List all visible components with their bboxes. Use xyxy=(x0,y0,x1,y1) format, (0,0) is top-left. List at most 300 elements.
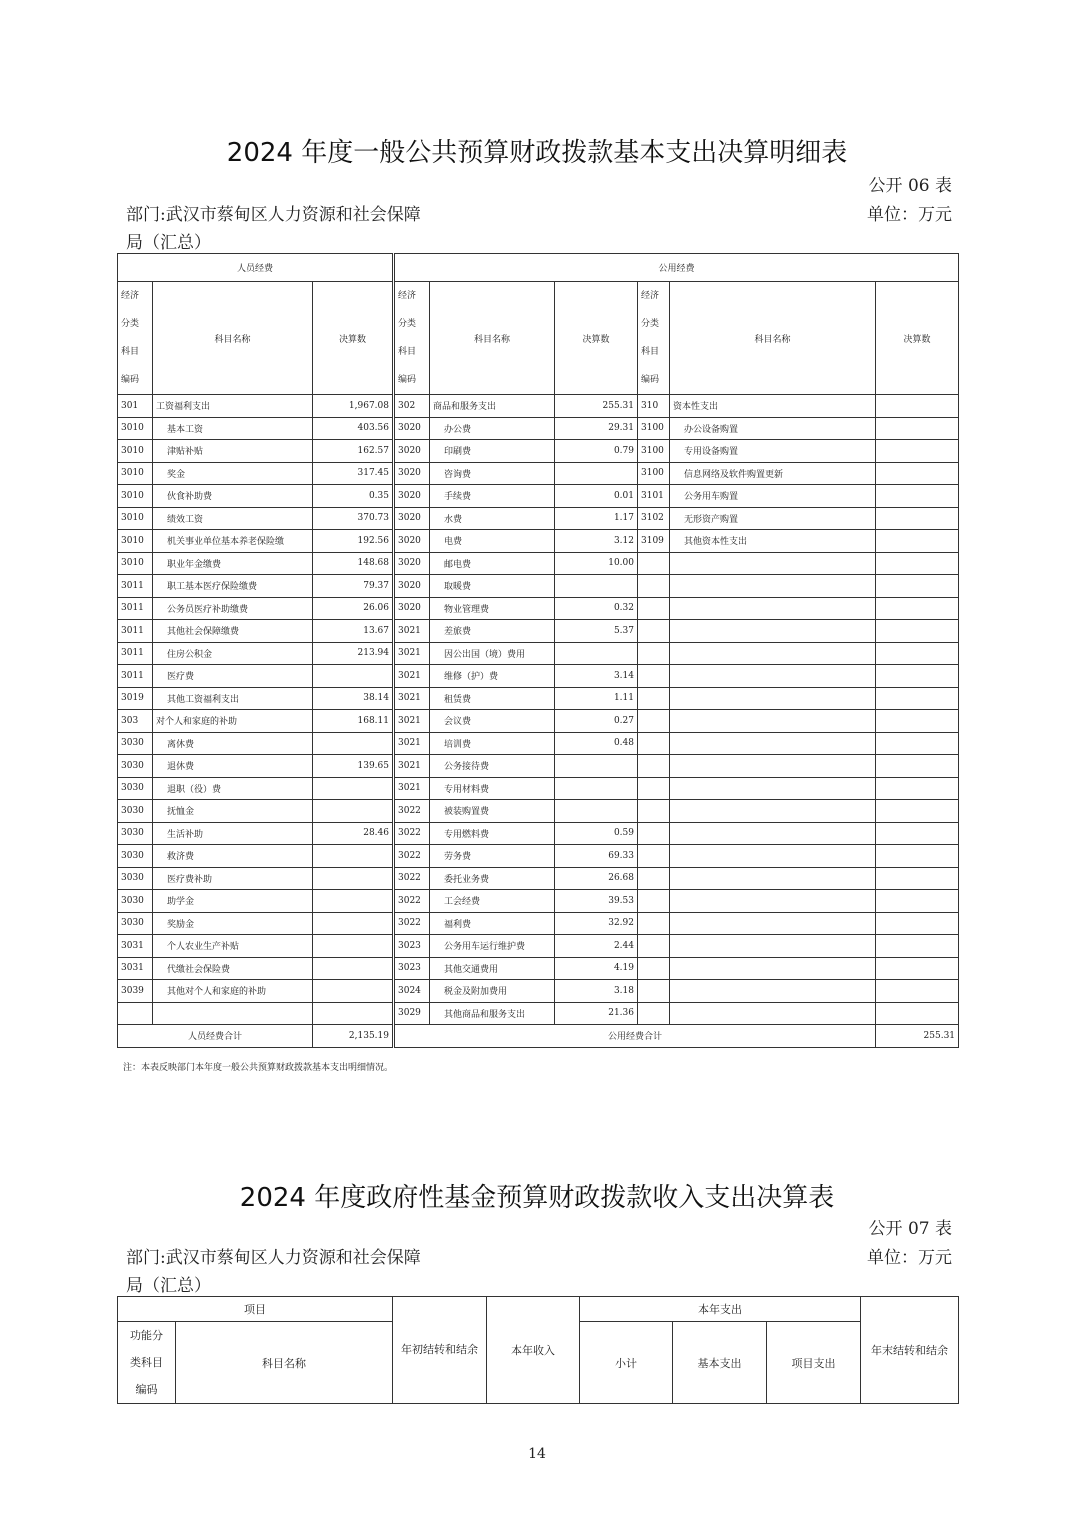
amount: 0.01 xyxy=(555,485,638,508)
subject-name: 无形资产购置 xyxy=(670,507,876,530)
amount: 3.14 xyxy=(555,665,638,688)
econ-code: 3020 xyxy=(394,440,430,463)
econ-code: 3021 xyxy=(394,732,430,755)
amount: 148.68 xyxy=(313,552,394,575)
econ-code: 3030 xyxy=(118,822,153,845)
amount: 403.56 xyxy=(313,417,394,440)
department: 部门:武汉市蔡甸区人力资源和社会保障 xyxy=(126,205,421,225)
subject-name: 商品和服务支出 xyxy=(430,395,555,418)
econ-code: 3022 xyxy=(394,800,430,823)
table-row xyxy=(118,710,959,733)
econ-code: 3101 xyxy=(638,485,670,508)
header-project: 项目支出 xyxy=(767,1322,861,1404)
econ-code: 303 xyxy=(118,710,153,733)
table-row xyxy=(118,957,959,980)
econ-code xyxy=(638,575,670,598)
subject-name xyxy=(670,1002,876,1025)
subject-name: 培训费 xyxy=(430,732,555,755)
amount: 10.00 xyxy=(555,552,638,575)
subject-name: 生活补助 xyxy=(153,822,313,845)
amount xyxy=(876,620,959,643)
econ-code: 3030 xyxy=(118,800,153,823)
subject-name xyxy=(670,980,876,1003)
header-amount: 决算数 xyxy=(313,282,394,395)
econ-code: 3010 xyxy=(118,440,153,463)
amount xyxy=(876,890,959,913)
econ-code xyxy=(638,935,670,958)
subject-name: 办公设备购置 xyxy=(670,417,876,440)
subject-name: 租赁费 xyxy=(430,687,555,710)
econ-code: 310 xyxy=(638,395,670,418)
table-row xyxy=(118,912,959,935)
econ-code: 3020 xyxy=(394,507,430,530)
header-end-balance: 年末结转和结余 xyxy=(861,1297,959,1404)
econ-code xyxy=(638,552,670,575)
header-public: 公用经费 xyxy=(394,254,959,282)
subject-name: 绩效工资 xyxy=(153,507,313,530)
econ-code: 3020 xyxy=(394,530,430,553)
amount: 69.33 xyxy=(555,845,638,868)
amount: 13.67 xyxy=(313,620,394,643)
amount: 139.65 xyxy=(313,755,394,778)
subject-name xyxy=(153,1002,313,1025)
amount: 1,967.08 xyxy=(313,395,394,418)
amount: 29.31 xyxy=(555,417,638,440)
subject-name xyxy=(670,867,876,890)
subject-name: 职业年金缴费 xyxy=(153,552,313,575)
econ-code xyxy=(638,822,670,845)
unit-2: 单位：万元 xyxy=(867,1248,952,1268)
subject-name: 对个人和家庭的补助 xyxy=(153,710,313,733)
subject-name: 福利费 xyxy=(430,912,555,935)
econ-code: 3010 xyxy=(118,417,153,440)
econ-code: 3011 xyxy=(118,620,153,643)
table-row xyxy=(118,822,959,845)
subject-name xyxy=(670,822,876,845)
econ-code: 3022 xyxy=(394,890,430,913)
amount: 4.19 xyxy=(555,957,638,980)
table-row xyxy=(118,395,959,418)
econ-code: 3010 xyxy=(118,530,153,553)
amount xyxy=(876,687,959,710)
subject-name: 救济费 xyxy=(153,845,313,868)
econ-code xyxy=(638,957,670,980)
amount xyxy=(876,957,959,980)
subject-name: 离休费 xyxy=(153,732,313,755)
subject-name: 委托业务费 xyxy=(430,867,555,890)
subject-name: 信息网络及软件购置更新 xyxy=(670,462,876,485)
header-amount: 决算数 xyxy=(555,282,638,395)
amount xyxy=(876,395,959,418)
amount xyxy=(313,867,394,890)
econ-code xyxy=(638,1002,670,1025)
table-row xyxy=(118,620,959,643)
amount xyxy=(876,440,959,463)
subject-name: 电费 xyxy=(430,530,555,553)
amount xyxy=(313,957,394,980)
subject-name: 邮电费 xyxy=(430,552,555,575)
subject-name: 印刷费 xyxy=(430,440,555,463)
table-row xyxy=(118,980,959,1003)
econ-code: 3030 xyxy=(118,732,153,755)
econ-code xyxy=(638,845,670,868)
econ-code: 3102 xyxy=(638,507,670,530)
econ-code: 3010 xyxy=(118,485,153,508)
amount xyxy=(876,642,959,665)
fund-budget-table xyxy=(117,1296,959,1404)
amount: 192.56 xyxy=(313,530,394,553)
amount: 0.35 xyxy=(313,485,394,508)
subject-name: 住房公积金 xyxy=(153,642,313,665)
amount xyxy=(876,710,959,733)
amount: 370.73 xyxy=(313,507,394,530)
subject-name: 办公费 xyxy=(430,417,555,440)
amount xyxy=(876,665,959,688)
subject-name: 退休费 xyxy=(153,755,313,778)
amount xyxy=(313,777,394,800)
subject-name: 因公出国（境）费用 xyxy=(430,642,555,665)
department-2-cont: 局（汇总） xyxy=(126,1276,211,1296)
amount xyxy=(876,485,959,508)
econ-code: 3020 xyxy=(394,597,430,620)
econ-code: 3029 xyxy=(394,1002,430,1025)
subject-name: 税金及附加费用 xyxy=(430,980,555,1003)
econ-code: 3021 xyxy=(394,642,430,665)
econ-code: 3020 xyxy=(394,575,430,598)
header-basic: 基本支出 xyxy=(673,1322,767,1404)
amount xyxy=(876,417,959,440)
amount xyxy=(313,732,394,755)
subject-name: 专用材料费 xyxy=(430,777,555,800)
amount xyxy=(876,755,959,778)
amount xyxy=(313,980,394,1003)
amount: 26.06 xyxy=(313,597,394,620)
subject-name: 医疗费补助 xyxy=(153,867,313,890)
subject-name: 水费 xyxy=(430,507,555,530)
table-row xyxy=(118,440,959,463)
subject-name xyxy=(670,912,876,935)
amount: 0.79 xyxy=(555,440,638,463)
econ-code: 3030 xyxy=(118,867,153,890)
subject-name: 差旅费 xyxy=(430,620,555,643)
econ-code: 3022 xyxy=(394,822,430,845)
econ-code: 3030 xyxy=(118,755,153,778)
amount xyxy=(876,845,959,868)
subject-name: 专用燃料费 xyxy=(430,822,555,845)
econ-code: 3011 xyxy=(118,575,153,598)
subject-name xyxy=(670,665,876,688)
amount: 38.14 xyxy=(313,687,394,710)
table-row xyxy=(118,687,959,710)
subject-name: 维修（护）费 xyxy=(430,665,555,688)
amount xyxy=(555,777,638,800)
subject-name: 机关事业单位基本养老保险缴 xyxy=(153,530,313,553)
amount: 79.37 xyxy=(313,575,394,598)
amount xyxy=(876,530,959,553)
table-row xyxy=(118,800,959,823)
subject-name xyxy=(670,597,876,620)
subject-name: 工资福利支出 xyxy=(153,395,313,418)
amount xyxy=(876,777,959,800)
subject-name: 助学金 xyxy=(153,890,313,913)
econ-code xyxy=(638,980,670,1003)
header-subject-name: 科目名称 xyxy=(430,282,555,395)
amount: 3.18 xyxy=(555,980,638,1003)
personnel-total-label: 人员经费合计 xyxy=(118,1025,313,1048)
amount: 0.59 xyxy=(555,822,638,845)
amount xyxy=(555,462,638,485)
amount: 0.48 xyxy=(555,732,638,755)
amount xyxy=(313,912,394,935)
econ-code: 3019 xyxy=(118,687,153,710)
basic-expenditure-table xyxy=(117,253,959,1048)
header-begin-balance: 年初结转和结余 xyxy=(393,1297,487,1404)
econ-code: 3021 xyxy=(394,687,430,710)
econ-code: 3022 xyxy=(394,912,430,935)
subject-name: 工会经费 xyxy=(430,890,555,913)
subject-name: 其他资本性支出 xyxy=(670,530,876,553)
econ-code xyxy=(638,912,670,935)
subject-name: 其他工资福利支出 xyxy=(153,687,313,710)
amount xyxy=(313,890,394,913)
econ-code: 3020 xyxy=(394,552,430,575)
amount xyxy=(876,867,959,890)
subject-name: 咨询费 xyxy=(430,462,555,485)
table-row xyxy=(118,1002,959,1025)
amount xyxy=(313,935,394,958)
amount: 317.45 xyxy=(313,462,394,485)
subject-name xyxy=(670,710,876,733)
amount: 162.57 xyxy=(313,440,394,463)
econ-code: 3010 xyxy=(118,462,153,485)
econ-code: 3010 xyxy=(118,552,153,575)
amount xyxy=(313,845,394,868)
subject-name: 取暖费 xyxy=(430,575,555,598)
personnel-total: 2,135.19 xyxy=(313,1025,394,1048)
econ-code: 3011 xyxy=(118,665,153,688)
subject-name: 其他社会保障缴费 xyxy=(153,620,313,643)
department-cont: 局（汇总） xyxy=(126,233,211,253)
subject-name: 个人农业生产补贴 xyxy=(153,935,313,958)
page-number: 14 xyxy=(528,1446,546,1462)
table-row xyxy=(118,890,959,913)
subject-name: 退职（役）费 xyxy=(153,777,313,800)
econ-code: 3011 xyxy=(118,597,153,620)
subject-name xyxy=(670,800,876,823)
subject-name xyxy=(670,777,876,800)
econ-code: 3021 xyxy=(394,777,430,800)
econ-code: 3023 xyxy=(394,935,430,958)
amount xyxy=(313,665,394,688)
header-personnel: 人员经费 xyxy=(118,254,394,282)
subject-name xyxy=(670,575,876,598)
subject-name: 抚恤金 xyxy=(153,800,313,823)
table-row xyxy=(118,462,959,485)
amount: 39.53 xyxy=(555,890,638,913)
subject-name: 专用设备购置 xyxy=(670,440,876,463)
table-06-code: 公开 06 表 xyxy=(868,176,952,196)
table-row xyxy=(118,935,959,958)
subject-name xyxy=(670,732,876,755)
amount: 0.32 xyxy=(555,597,638,620)
table-row xyxy=(118,642,959,665)
unit: 单位：万元 xyxy=(867,205,952,225)
econ-code: 3021 xyxy=(394,755,430,778)
table-07-code: 公开 07 表 xyxy=(868,1219,952,1239)
amount xyxy=(555,800,638,823)
table-row xyxy=(118,552,959,575)
subject-name xyxy=(670,935,876,958)
econ-code: 3010 xyxy=(118,507,153,530)
subject-name: 资本性支出 xyxy=(670,395,876,418)
subject-name: 其他交通费用 xyxy=(430,957,555,980)
subject-name xyxy=(670,687,876,710)
econ-code xyxy=(638,620,670,643)
table-row xyxy=(118,732,959,755)
table-row xyxy=(118,575,959,598)
subject-name: 公务用车运行维护费 xyxy=(430,935,555,958)
econ-code: 3100 xyxy=(638,462,670,485)
amount xyxy=(876,935,959,958)
public-total: 255.31 xyxy=(876,1025,959,1048)
amount xyxy=(876,912,959,935)
econ-code: 3022 xyxy=(394,845,430,868)
subject-name xyxy=(670,890,876,913)
table-row xyxy=(118,597,959,620)
subject-name: 劳务费 xyxy=(430,845,555,868)
subject-name xyxy=(670,620,876,643)
amount xyxy=(876,597,959,620)
subject-name xyxy=(670,845,876,868)
amount xyxy=(876,507,959,530)
table-row xyxy=(118,507,959,530)
econ-code: 3020 xyxy=(394,417,430,440)
subject-name xyxy=(670,755,876,778)
econ-code: 3030 xyxy=(118,890,153,913)
subject-name: 公务员医疗补助缴费 xyxy=(153,597,313,620)
header-subject-name: 科目名称 xyxy=(176,1322,393,1404)
econ-code: 3030 xyxy=(118,845,153,868)
econ-code: 3020 xyxy=(394,462,430,485)
amount: 5.37 xyxy=(555,620,638,643)
subject-name xyxy=(670,642,876,665)
subject-name: 手续费 xyxy=(430,485,555,508)
subject-name: 医疗费 xyxy=(153,665,313,688)
subject-name: 其他对个人和家庭的补助 xyxy=(153,980,313,1003)
econ-code xyxy=(638,867,670,890)
header-econ-code: 经济 分类 科目 编码 xyxy=(394,282,430,395)
table-row xyxy=(118,485,959,508)
econ-code: 3020 xyxy=(394,485,430,508)
amount: 1.17 xyxy=(555,507,638,530)
econ-code: 3023 xyxy=(394,957,430,980)
header-function-code: 功能分 类科目 编码 xyxy=(118,1322,176,1404)
econ-code xyxy=(638,665,670,688)
subject-name: 被装购置费 xyxy=(430,800,555,823)
econ-code: 3109 xyxy=(638,530,670,553)
table-note: 注：本表反映部门本年度一般公共预算财政拨款基本支出明细情况。 xyxy=(123,1063,394,1073)
subject-name: 代缴社会保险费 xyxy=(153,957,313,980)
econ-code xyxy=(638,777,670,800)
subject-name: 其他商品和服务支出 xyxy=(430,1002,555,1025)
amount xyxy=(876,575,959,598)
amount xyxy=(876,980,959,1003)
subject-name: 公务接待费 xyxy=(430,755,555,778)
amount: 3.12 xyxy=(555,530,638,553)
econ-code: 3030 xyxy=(118,912,153,935)
econ-code xyxy=(638,732,670,755)
header-subject-name: 科目名称 xyxy=(670,282,876,395)
subject-name: 基本工资 xyxy=(153,417,313,440)
header-subject-name: 科目名称 xyxy=(153,282,313,395)
subject-name: 公务用车购置 xyxy=(670,485,876,508)
econ-code: 3039 xyxy=(118,980,153,1003)
amount: 213.94 xyxy=(313,642,394,665)
amount: 2.44 xyxy=(555,935,638,958)
table-07-title: 2024 年度政府性基金预算财政拨款收入支出决算表 xyxy=(239,1183,835,1213)
subject-name: 津贴补贴 xyxy=(153,440,313,463)
econ-code xyxy=(638,687,670,710)
amount: 28.46 xyxy=(313,822,394,845)
econ-code: 301 xyxy=(118,395,153,418)
econ-code xyxy=(638,642,670,665)
amount: 21.36 xyxy=(555,1002,638,1025)
department-2: 部门:武汉市蔡甸区人力资源和社会保障 xyxy=(126,1248,421,1268)
public-total-label: 公用经费合计 xyxy=(394,1025,876,1048)
econ-code: 302 xyxy=(394,395,430,418)
subject-name: 会议费 xyxy=(430,710,555,733)
amount: 168.11 xyxy=(313,710,394,733)
econ-code: 3021 xyxy=(394,665,430,688)
amount xyxy=(876,732,959,755)
econ-code: 3030 xyxy=(118,777,153,800)
amount: 1.11 xyxy=(555,687,638,710)
header-expenditure: 本年支出 xyxy=(580,1297,861,1322)
header-item: 项目 xyxy=(118,1297,393,1322)
table-06-title: 2024 年度一般公共预算财政拨款基本支出决算明细表 xyxy=(226,138,848,168)
econ-code: 3100 xyxy=(638,417,670,440)
table-row xyxy=(118,845,959,868)
econ-code: 3031 xyxy=(118,935,153,958)
amount: 32.92 xyxy=(555,912,638,935)
subject-name: 伙食补助费 xyxy=(153,485,313,508)
table-row xyxy=(118,867,959,890)
econ-code: 3100 xyxy=(638,440,670,463)
amount: 255.31 xyxy=(555,395,638,418)
table-row xyxy=(118,755,959,778)
amount xyxy=(876,800,959,823)
table-row xyxy=(118,417,959,440)
table-row xyxy=(118,665,959,688)
header-subtotal: 小计 xyxy=(580,1322,673,1404)
amount xyxy=(313,800,394,823)
header-amount: 决算数 xyxy=(876,282,959,395)
table-row xyxy=(118,530,959,553)
amount xyxy=(555,755,638,778)
econ-code xyxy=(638,710,670,733)
econ-code: 3031 xyxy=(118,957,153,980)
header-income: 本年收入 xyxy=(487,1297,580,1404)
header-econ-code: 经济 分类 科目 编码 xyxy=(118,282,153,395)
subject-name: 奖金 xyxy=(153,462,313,485)
econ-code xyxy=(638,800,670,823)
econ-code: 3011 xyxy=(118,642,153,665)
econ-code: 3022 xyxy=(394,867,430,890)
subject-name: 职工基本医疗保险缴费 xyxy=(153,575,313,598)
econ-code xyxy=(638,755,670,778)
amount: 0.27 xyxy=(555,710,638,733)
amount xyxy=(876,462,959,485)
